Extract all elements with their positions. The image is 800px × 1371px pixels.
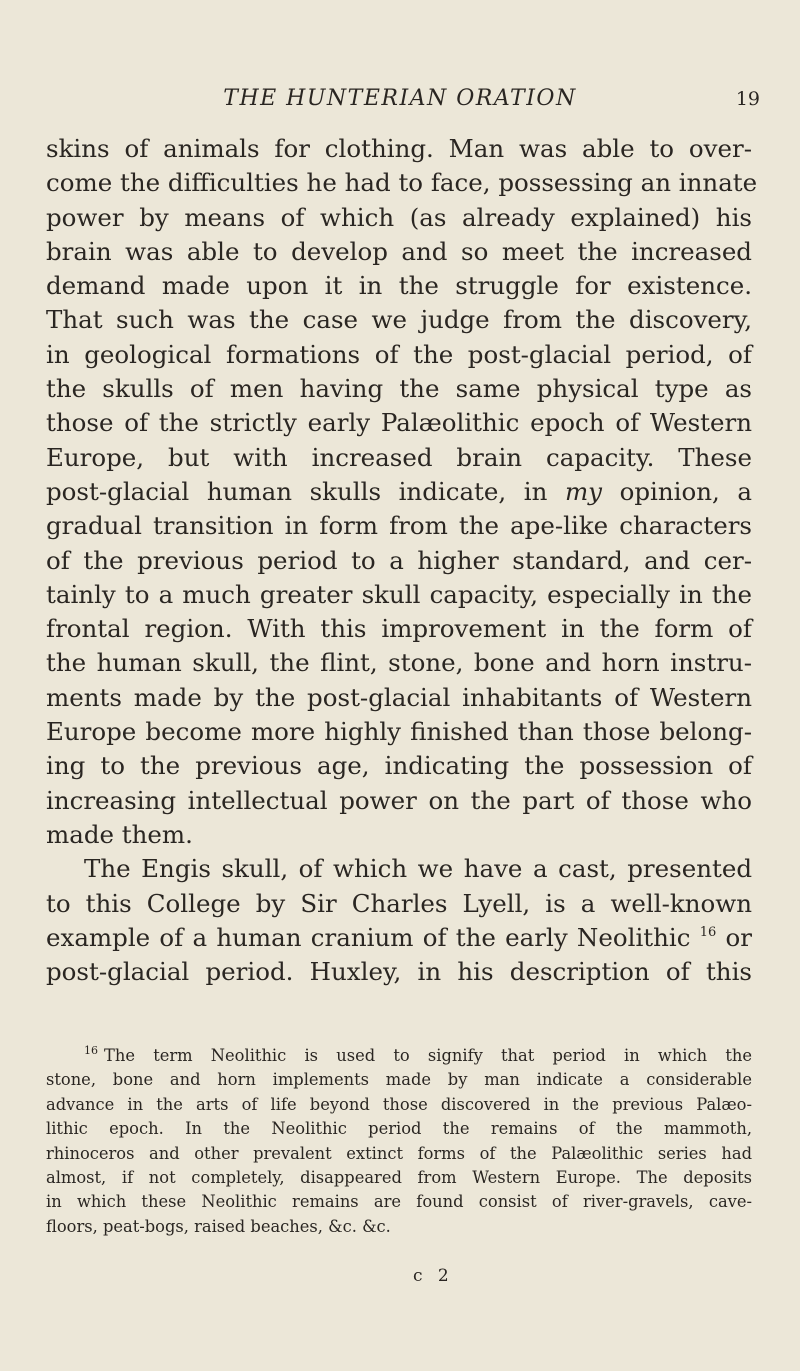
footnote-line: lithic epoch. In the Neolithic period the remains of the mammoth, bbox=[46, 1119, 752, 1139]
running-head bbox=[46, 86, 760, 120]
text-line: frontal region. With this improvement in the form of bbox=[46, 614, 752, 644]
signature-mark: c 2 bbox=[413, 1266, 454, 1286]
text-segment: example of a human cranium of the early Neolithic bbox=[46, 922, 700, 952]
text-line: increasing intellectual power on the part of those who bbox=[46, 785, 752, 815]
text-segment: opinion, a bbox=[602, 476, 752, 506]
text-line: in geological formations of the post-glacial period, of bbox=[46, 339, 752, 369]
footnote-line: in which these Neolithic remains are found consist of river-gravels, cave- bbox=[46, 1192, 752, 1212]
footnote bbox=[46, 1044, 752, 1239]
text-line: ments made by the post-glacial inhabitants of Western bbox=[46, 682, 752, 712]
text-line: gradual transition in form from the ape-like characters bbox=[46, 511, 752, 541]
text-line: demand made upon it in the struggle for existence. bbox=[46, 271, 752, 301]
page-number: 19 bbox=[735, 88, 760, 110]
text-line: brain was able to develop and so meet the increased bbox=[46, 236, 752, 266]
emphasis-text: my bbox=[564, 476, 603, 506]
text-line: The Engis skull, of which we have a cast, presented bbox=[84, 854, 752, 884]
text-line: those of the strictly early Palæolithic epoch of Western bbox=[46, 408, 752, 438]
footnote-line: rhinoceros and other prevalent extinct forms of the Palæolithic series had bbox=[46, 1143, 752, 1163]
text-line: of the previous period to a higher standard, and cer- bbox=[46, 545, 752, 575]
text-segment: The term Neolithic is used to signify that period in which the bbox=[104, 1046, 752, 1065]
text-line: the human skull, the flint, stone, bone and horn instru- bbox=[46, 648, 752, 678]
text-line: made them. bbox=[46, 819, 193, 849]
footnote-line: almost, if not completely, disappeared from Western Europe. The deposits bbox=[46, 1167, 752, 1187]
text-line bbox=[46, 921, 752, 955]
text-line: Europe, but with increased brain capacity. These bbox=[46, 442, 752, 472]
footnote-line: floors, peat-bogs, raised beaches, &c. &c. bbox=[46, 1216, 391, 1236]
text-line: Europe become more highly finished than those belong- bbox=[46, 717, 752, 747]
body-text bbox=[46, 132, 758, 989]
text-line: come the difficulties he had to face, possessing an innate bbox=[46, 168, 758, 198]
text-line bbox=[46, 475, 752, 509]
text-line: power by means of which (as already explained) his bbox=[46, 202, 752, 232]
text-line: skins of animals for clothing. Man was able to over- bbox=[46, 134, 752, 163]
footnote-line: advance in the arts of life beyond those discovered in the previous Palæo- bbox=[46, 1094, 752, 1114]
text-line: to this College by Sir Charles Lyell, is a well-known bbox=[46, 888, 752, 918]
footnote-line bbox=[46, 1044, 752, 1068]
text-segment: post-glacial human skulls indicate, in bbox=[46, 476, 565, 506]
text-line: ing to the previous age, indicating the possession of bbox=[46, 751, 752, 781]
footnote-line: stone, bone and horn implements made by man indicate a considerable bbox=[46, 1070, 752, 1090]
running-title: THE HUNTERIAN ORATION bbox=[223, 86, 577, 111]
text-line: tainly to a much greater skull capacity, especially in the bbox=[46, 579, 752, 609]
text-line: post-glacial period. Huxley, in his description of this bbox=[46, 957, 752, 987]
text-segment: or bbox=[716, 922, 752, 952]
text-line: the skulls of men having the same physical type as bbox=[46, 374, 752, 404]
footnote-marker: 16 bbox=[84, 1044, 98, 1057]
text-line: That such was the case we judge from the discovery, bbox=[46, 305, 752, 335]
footnote-reference[interactable]: 16 bbox=[699, 924, 717, 940]
